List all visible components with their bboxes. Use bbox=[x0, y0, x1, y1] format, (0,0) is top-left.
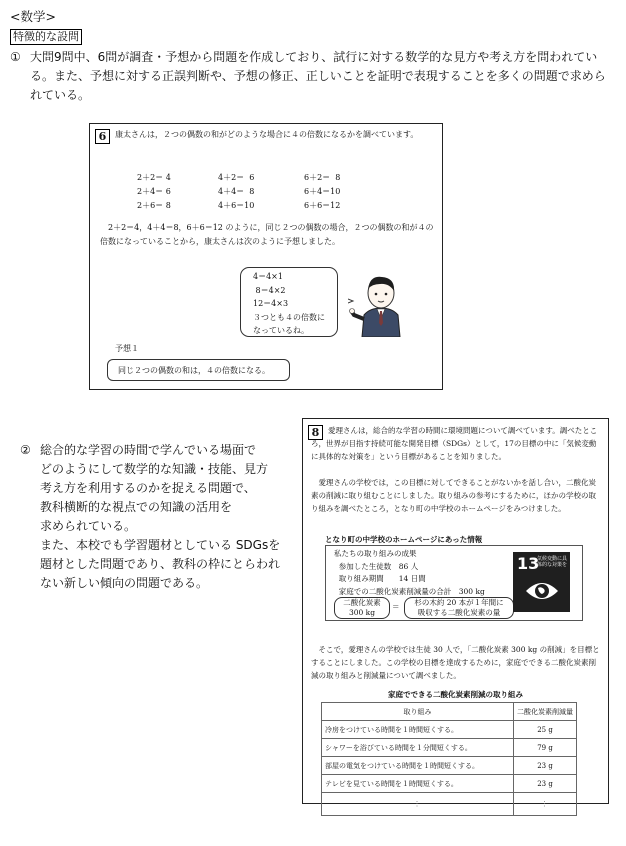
table-cell: 部屋の電気をつけている時間を１時間短くする。 bbox=[322, 757, 514, 775]
formula-equals: ＝ bbox=[392, 602, 400, 611]
info-line: 参加した生徒数 86 人 bbox=[334, 561, 419, 571]
point-1 bbox=[10, 48, 616, 105]
point-2-line: また、本校でも学習題材としている SDGsを bbox=[40, 538, 281, 552]
hypothesis-label: 予想１ bbox=[115, 344, 139, 353]
sdg-13-logo bbox=[513, 552, 570, 612]
table-header: 取り組み bbox=[322, 703, 514, 721]
info-line: 私たちの取り組みの成果 bbox=[334, 549, 417, 558]
point-2-number: ② bbox=[20, 443, 31, 457]
point-2-line: 求められている。 bbox=[40, 519, 137, 533]
point-1-text: 大問9問中、6問が調査・予想から問題を作成しており、試行に対する数学的な見方や考え方を問われている。また、予想に対する正誤判断や、予想の修正、正しいことを証明で表現することを多くの問題で求められている。 bbox=[30, 50, 606, 102]
table-ellipsis: ⋮ bbox=[514, 793, 577, 816]
point-1-number: ① bbox=[10, 50, 21, 64]
sum-line: 2＋2＝ 4 bbox=[137, 173, 171, 182]
problem-6-intro: 康太さんは，２つの偶数の和がどのような場合に４の倍数になるかを調べています。 bbox=[115, 130, 419, 139]
point-2-line: 教科横断的な視点での知識の活用を bbox=[40, 500, 233, 514]
info-lines bbox=[334, 548, 485, 598]
info-box bbox=[325, 545, 583, 621]
table-row bbox=[322, 721, 577, 739]
table-header-row bbox=[322, 703, 577, 721]
table-cell: 25 g bbox=[514, 721, 577, 739]
section-heading: <数学> bbox=[10, 9, 56, 24]
formula-left-line: 300 kg bbox=[348, 608, 376, 617]
info-line: 家庭での二酸化炭素削減量の合計 300 kg bbox=[334, 586, 485, 596]
point-2-line: ない新しい傾向の問題である。 bbox=[40, 576, 209, 590]
point-2-line: どのようにして数学的な知識・技能、見方 bbox=[40, 462, 269, 476]
bubble-line: 12＝4×3 bbox=[253, 299, 289, 308]
table-header: 二酸化炭素削減量 bbox=[514, 703, 577, 721]
table-cell: シャワーを浴びている時間を１分間短くする。 bbox=[322, 739, 514, 757]
sum-line: 6＋6＝12 bbox=[304, 201, 341, 210]
point-2-text bbox=[40, 441, 290, 593]
feature-tag: 特徴的な設問 bbox=[10, 29, 82, 45]
point-2-line: 総合的な学習の時間で学んでいる場面で bbox=[40, 443, 257, 457]
sum-line: 6＋2＝ 8 bbox=[304, 173, 341, 182]
formula-left bbox=[334, 597, 390, 619]
problem-6-paragraph: 2＋2＝4，4＋4＝8，6＋6＝12 のように，同じ２つの偶数の場合，２つの偶数の和が４の倍数になっていることから，康太さんは次のように予想しました。 bbox=[100, 223, 434, 246]
point-2 bbox=[20, 441, 290, 593]
info-line: 取り組み期間 14 日間 bbox=[334, 574, 426, 583]
table-title: 家庭でできる二酸化炭素削減の取り組み bbox=[388, 690, 523, 699]
sum-column-2 bbox=[218, 171, 254, 213]
table-row bbox=[322, 775, 577, 793]
formula-right bbox=[404, 597, 514, 619]
formula-right-line: 吸収する二酸化炭素の量 bbox=[417, 608, 501, 617]
table-cell: 23 g bbox=[514, 757, 577, 775]
sum-line: 2＋6＝ 8 bbox=[137, 201, 171, 210]
table-row bbox=[322, 757, 577, 775]
bubble-line: 8＝4×2 bbox=[253, 285, 286, 295]
info-title: となり町の中学校のホームページにあった情報 bbox=[325, 535, 483, 544]
hypothesis-box: 同じ２つの偶数の和は，４の倍数になる。 bbox=[107, 359, 290, 381]
speech-bubble bbox=[240, 267, 338, 337]
bubble-line: ３つとも４の倍数に bbox=[253, 312, 325, 322]
bubble-line: 4＝4×1 bbox=[253, 272, 283, 281]
sum-column-3 bbox=[304, 171, 340, 213]
table-cell: テレビを見ている時間を１時間短くする。 bbox=[322, 775, 514, 793]
sum-line: 4＋4＝ 8 bbox=[218, 187, 255, 196]
sum-line: 4＋2＝ 6 bbox=[218, 173, 255, 182]
problem-6-number: 6 bbox=[95, 129, 110, 144]
point-2-line: 考え方を利用するのかを捉える問題で、 bbox=[40, 481, 256, 495]
student-illustration bbox=[348, 275, 418, 337]
problem-8-paragraph-3: そこで，愛理さんの学校では生徒 30 人で，「二酸化炭素 300 kg の削減」を目標とすることにしました。この学校の目標を達成するために，家庭でできる二酸化炭素削減の取り組みと削減量について調べました。 bbox=[311, 645, 600, 680]
co2-table bbox=[321, 702, 577, 816]
sum-column-1 bbox=[137, 171, 171, 213]
point-2-line: 題材とした問題であり、教科の枠にとらわれ bbox=[40, 557, 281, 571]
problem-8-number: 8 bbox=[308, 425, 323, 440]
table-ellipsis: ⋮ bbox=[322, 793, 514, 816]
sum-line: 4＋6＝10 bbox=[218, 201, 255, 210]
formula-right-line: 杉の木約 20 本が１年間に bbox=[414, 598, 504, 607]
formula-left-line: 二酸化炭素 bbox=[343, 598, 381, 607]
sdg-goal-text: 気候変動に具体的な対策を bbox=[537, 556, 568, 568]
table-row bbox=[322, 793, 577, 816]
table-cell: 79 g bbox=[514, 739, 577, 757]
sum-line: 6＋4＝10 bbox=[304, 187, 341, 196]
eye-globe-icon bbox=[525, 578, 559, 604]
sum-line: 2＋4＝ 6 bbox=[137, 187, 171, 196]
problem-8-image bbox=[302, 418, 609, 808]
table-cell: 23 g bbox=[514, 775, 577, 793]
problem-6-image bbox=[89, 123, 443, 390]
table-cell: 冷房をつけている時間を１時間短くする。 bbox=[322, 721, 514, 739]
bubble-line: なっているね。 bbox=[253, 326, 309, 335]
table-row bbox=[322, 739, 577, 757]
problem-8-intro: 愛理さんは，総合的な学習の時間に環境問題について調べています。調べたところ，世界が目指す持続可能な開発目標（SDGs）として，17の目標の中に「気候変動に具体的な対策を」という目標があることを知りました。 bbox=[311, 426, 598, 461]
problem-8-paragraph-2: 愛理さんの学校では，この目標に対してできることがないかを話し合い，二酸化炭素の削減に取り組むことにしました。取り組みの参考にするために，ほかの学校の取り組みを調べたところ，となり町の中学校のホームページをみつけました。 bbox=[311, 478, 596, 513]
sdg-number: 13 bbox=[517, 554, 540, 573]
